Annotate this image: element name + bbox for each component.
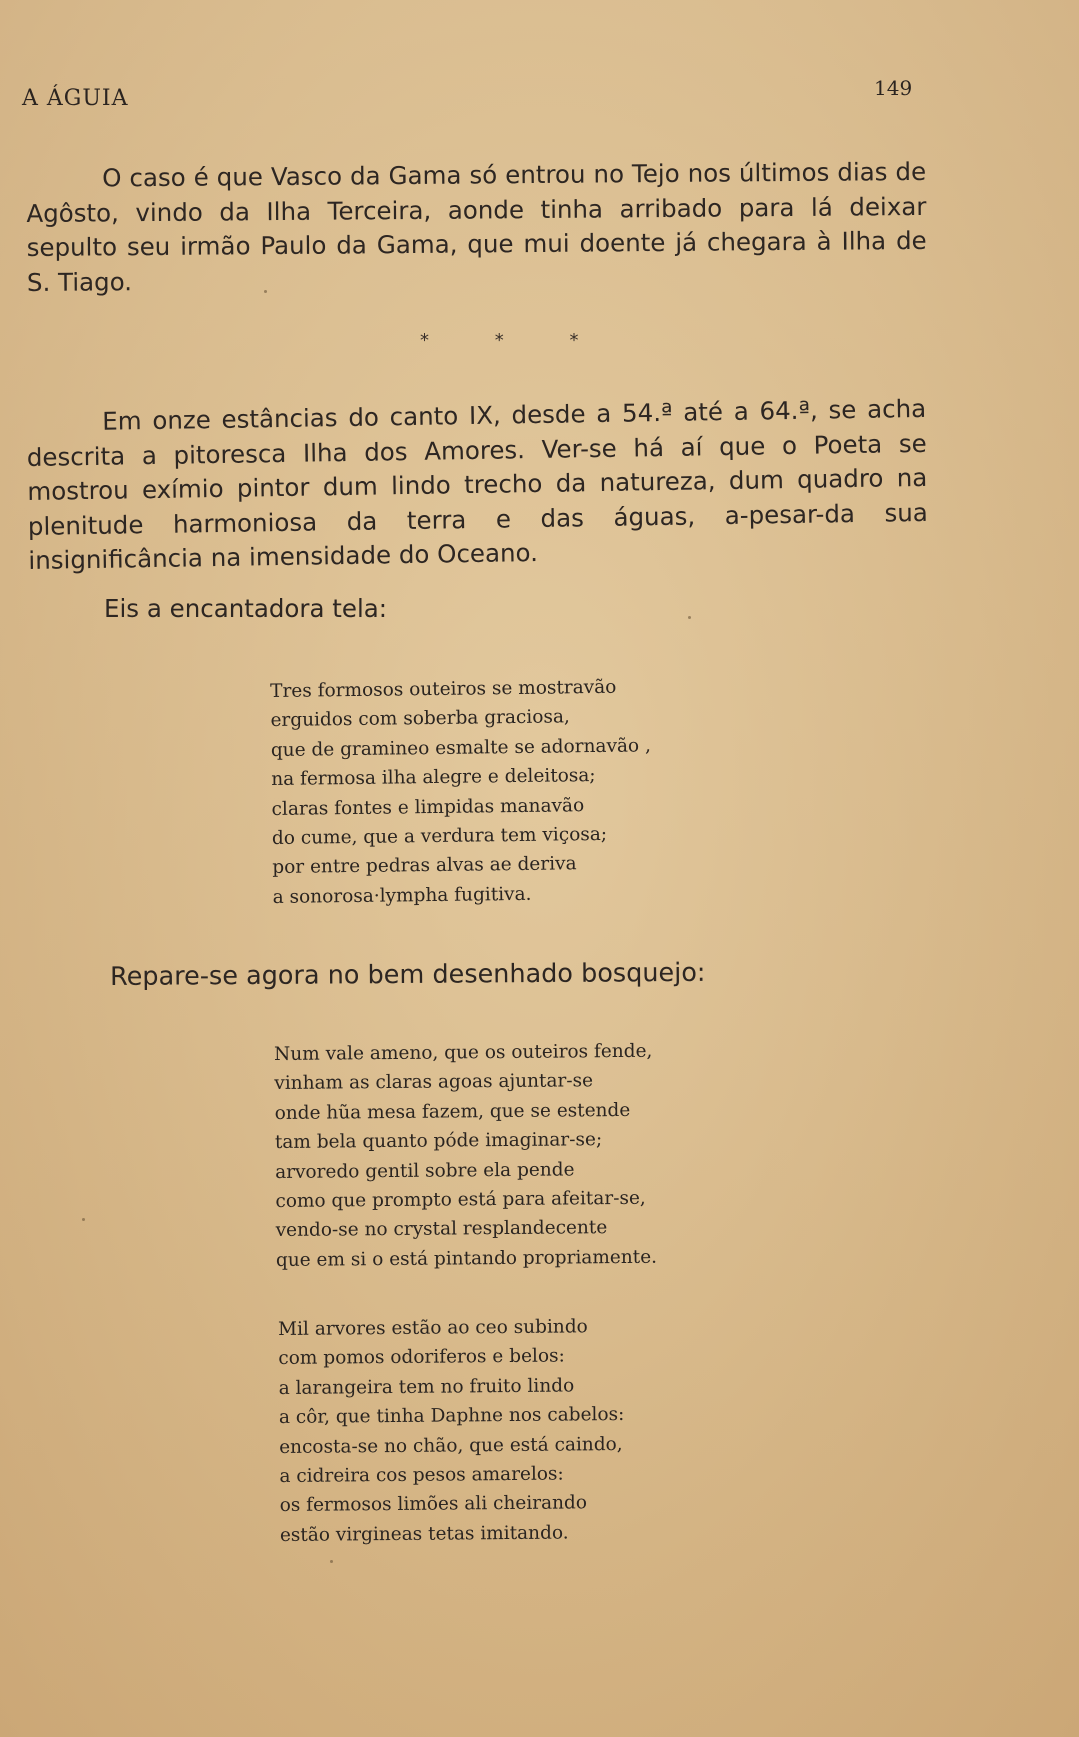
verse-line: onde hũa mesa fazem, que se estende <box>274 1099 631 1124</box>
paragraph-ilha-dos-amores <box>26 392 929 579</box>
verse-line: erguidos com soberba graciosa, <box>270 706 570 732</box>
verse-line: Mil arvores estão ao ceo subindo <box>278 1316 588 1340</box>
paper-speck <box>330 1560 333 1563</box>
verse-line: do cume, que a verdura tem viçosa; <box>271 823 608 850</box>
page-number: 149 <box>874 76 913 100</box>
verse-line: a larangeira tem no fruito lindo <box>278 1375 575 1399</box>
verse-line: a côr, que tinha Daphne nos cabelos: <box>278 1404 625 1429</box>
verse-line: Num vale ameno, que os outeiros fende, <box>274 1040 653 1065</box>
verse-line: Tres formosos outeiros se mostravão <box>270 676 617 702</box>
verse-line: os fermosos limões ali cheirando <box>279 1492 588 1517</box>
verse-line: tam bela quanto póde imaginar-se; <box>274 1129 603 1154</box>
paper-speck <box>82 1218 85 1221</box>
paragraph-vasco-da-gama <box>26 155 927 300</box>
verse-line: com pomos odoriferos e belos: <box>278 1345 565 1370</box>
verse-line: que em si o está pintando propriamente. <box>275 1246 658 1271</box>
quote-introduction: Repare-se agora no bem desenhado bosquejo: <box>110 957 706 992</box>
verse-line: claras fontes e limpidas manavão <box>271 794 585 820</box>
paragraph-text: Em onze estâncias do canto IX, desde a 54.ª até a 64.ª, se acha descrita a pitoresca Ilha dos Amores. Ver-se há aí que o Poeta se mostrou exímio pintor dum lindo trecho da natureza, dum quadro na plenitude harmoniosa da terra e das águas, a-pesar-da sua insignificância na imensidade do Oceano. <box>26 393 929 575</box>
running-title: A ÁGUIA <box>22 86 129 111</box>
poem-stanza-3 <box>278 1312 625 1550</box>
verse-line: vinham as claras agoas ajuntar-se <box>274 1070 594 1095</box>
paper-speck <box>688 616 691 619</box>
verse-line: como que prompto está para afeitar-se, <box>275 1187 646 1213</box>
paragraph-text: O caso é que Vasco da Gama só entrou no Tejo nos últimos dias de Agôsto, vindo da Ilha Terceira, aonde tinha arribado para lá deixar sepulto seu irmão Paulo da Gama, que mui doente já chegara à Ilha de S. Tiago. <box>26 156 927 297</box>
verse-line: vendo-se no crystal resplandecente <box>275 1217 608 1242</box>
section-separator: * * * <box>420 330 609 351</box>
paper-speck <box>264 290 267 293</box>
verse-line: que de gramineo esmalte se adornavão , <box>270 735 652 761</box>
verse-line: estão virgineas tetas imitando. <box>279 1522 569 1546</box>
verse-line: encosta-se no chão, que está caindo, <box>279 1433 623 1458</box>
poem-stanza-2 <box>274 1037 657 1276</box>
verse-line: arvoredo gentil sobre ela pende <box>275 1159 575 1183</box>
verse-line: a cidreira cos pesos amarelos: <box>279 1463 564 1488</box>
verse-line: na fermosa ilha alegre e deleitosa; <box>271 765 596 791</box>
verse-line: por entre pedras alvas ae deriva <box>272 853 577 879</box>
verse-line: a sonorosa·lympha fugitiva. <box>272 883 532 908</box>
poem-stanza-1 <box>270 672 653 912</box>
quote-introduction: Eis a encantadora tela: <box>104 594 388 623</box>
